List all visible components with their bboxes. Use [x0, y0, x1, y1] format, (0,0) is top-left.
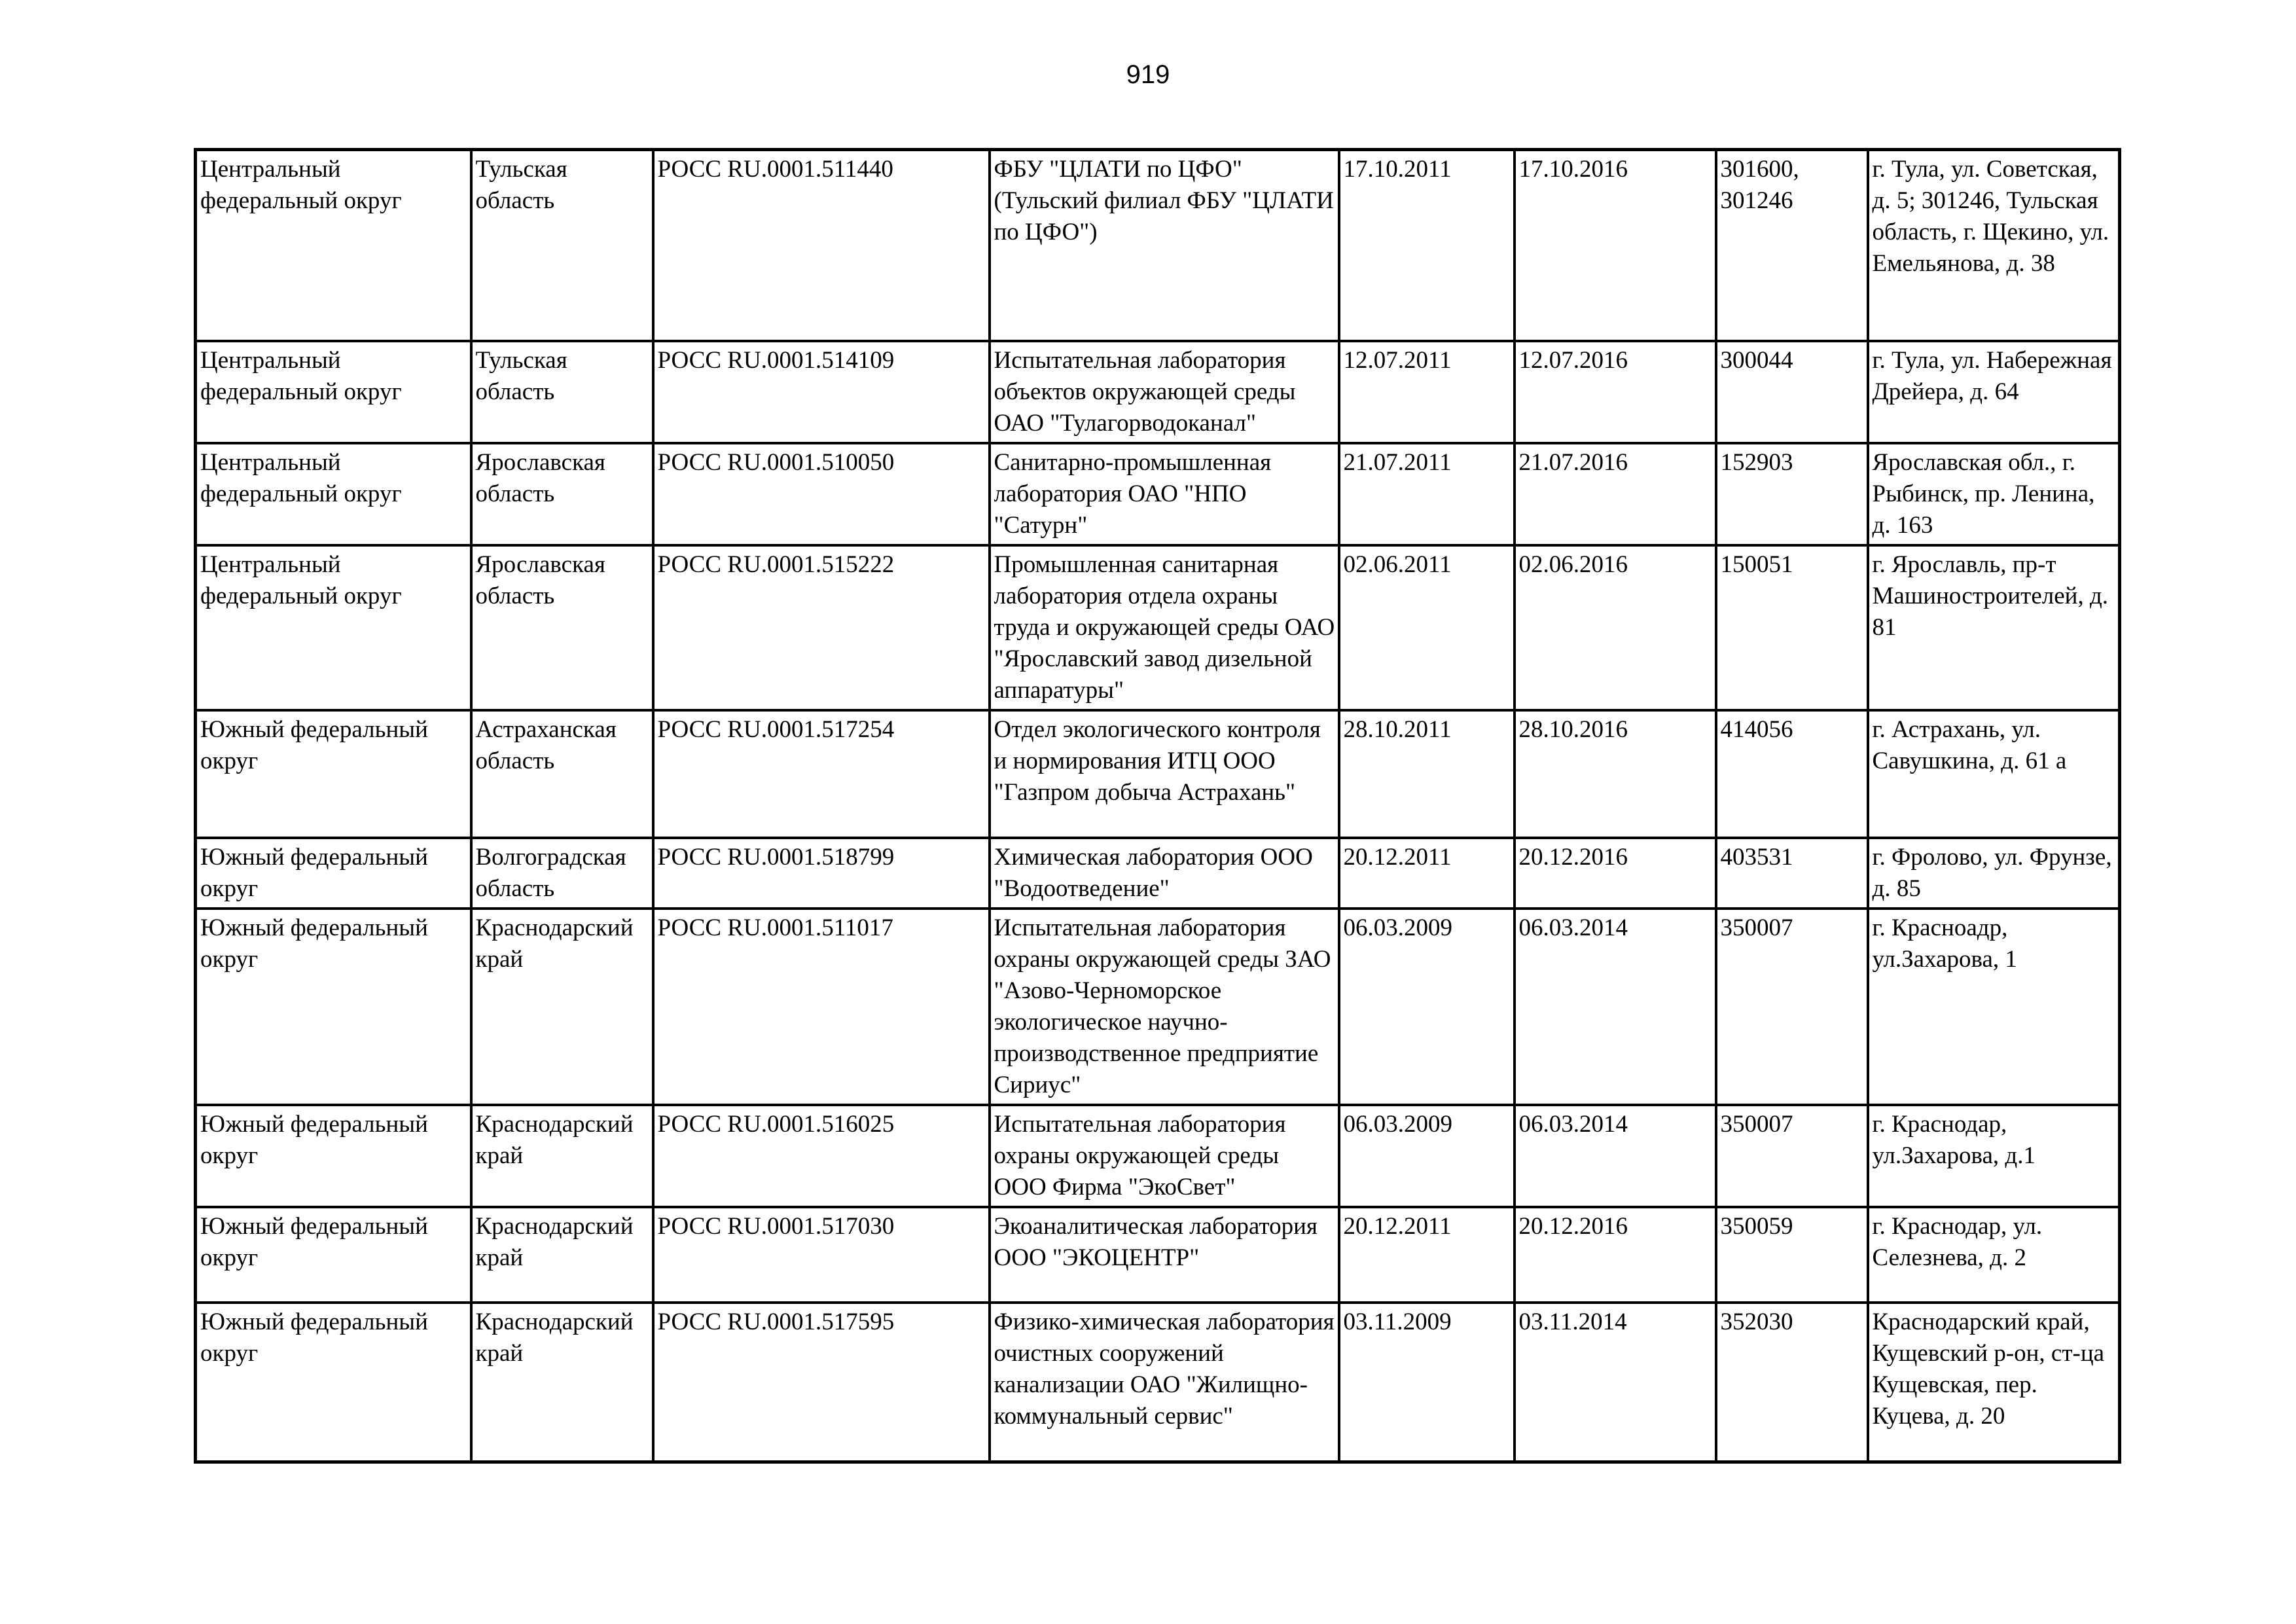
address-cell: г. Краснодар, ул.Захарова, д.1 [1868, 1105, 2120, 1207]
laboratory-name-cell: Химическая лаборатория ООО "Водоотведение" [990, 838, 1339, 909]
address-cell: г. Фролово, ул. Фрунзе, д. 85 [1868, 838, 2120, 909]
certificate-number-cell: РОСС RU.0001.515222 [653, 545, 990, 710]
table-row [196, 710, 2120, 838]
issue-date-cell: 21.07.2011 [1339, 443, 1515, 545]
certificate-number-cell: РОСС RU.0001.516025 [653, 1105, 990, 1207]
postcode-cell: 350007 [1716, 1105, 1868, 1207]
laboratory-name-cell: Испытательная лаборатория охраны окружающей среды ЗАО "Азово-Черноморское экологическое научно-производственное предприятие Сириус" [990, 909, 1339, 1105]
issue-date-cell: 03.11.2009 [1339, 1303, 1515, 1462]
postcode-cell: 301600, 301246 [1716, 150, 1868, 341]
table-row [196, 1303, 2120, 1462]
table-row [196, 150, 2120, 341]
table-row [196, 443, 2120, 545]
laboratory-name-cell: ФБУ "ЦЛАТИ по ЦФО" (Тульский филиал ФБУ "ЦЛАТИ по ЦФО") [990, 150, 1339, 341]
region-cell: Ярославская область [471, 545, 653, 710]
address-cell: Ярославская обл., г. Рыбинск, пр. Ленина, д. 163 [1868, 443, 2120, 545]
district-cell: Южный федеральный округ [196, 710, 471, 838]
region-cell: Ярославская область [471, 443, 653, 545]
table-row [196, 838, 2120, 909]
issue-date-cell: 06.03.2009 [1339, 1105, 1515, 1207]
issue-date-cell: 02.06.2011 [1339, 545, 1515, 710]
table-row [196, 1207, 2120, 1303]
expiry-date-cell: 20.12.2016 [1515, 838, 1716, 909]
laboratory-name-cell: Физико-химическая лаборатория очистных сооружений канализации ОАО "Жилищно-коммунальный сервис" [990, 1303, 1339, 1462]
district-cell: Центральный федеральный округ [196, 443, 471, 545]
region-cell: Краснодарский край [471, 1105, 653, 1207]
certificate-number-cell: РОСС RU.0001.517030 [653, 1207, 990, 1303]
laboratory-name-cell: Испытательная лаборатория охраны окружающей среды ООО Фирма "ЭкоСвет" [990, 1105, 1339, 1207]
expiry-date-cell: 06.03.2014 [1515, 1105, 1716, 1207]
issue-date-cell: 20.12.2011 [1339, 1207, 1515, 1303]
postcode-cell: 350059 [1716, 1207, 1868, 1303]
district-cell: Южный федеральный округ [196, 1105, 471, 1207]
expiry-date-cell: 06.03.2014 [1515, 909, 1716, 1105]
postcode-cell: 300044 [1716, 341, 1868, 443]
issue-date-cell: 20.12.2011 [1339, 838, 1515, 909]
issue-date-cell: 06.03.2009 [1339, 909, 1515, 1105]
region-cell: Тульская область [471, 150, 653, 341]
region-cell: Краснодарский край [471, 909, 653, 1105]
expiry-date-cell: 17.10.2016 [1515, 150, 1716, 341]
table-row [196, 909, 2120, 1105]
issue-date-cell: 12.07.2011 [1339, 341, 1515, 443]
district-cell: Центральный федеральный округ [196, 150, 471, 341]
district-cell: Южный федеральный округ [196, 1207, 471, 1303]
address-cell: г. Тула, ул. Набережная Дрейера, д. 64 [1868, 341, 2120, 443]
expiry-date-cell: 28.10.2016 [1515, 710, 1716, 838]
table-row [196, 1105, 2120, 1207]
laboratory-name-cell: Экоаналитическая лаборатория ООО "ЭКОЦЕНТР" [990, 1207, 1339, 1303]
expiry-date-cell: 03.11.2014 [1515, 1303, 1716, 1462]
certificate-number-cell: РОСС RU.0001.511017 [653, 909, 990, 1105]
laboratory-name-cell: Отдел экологического контроля и нормирования ИТЦ ООО "Газпром добыча Астрахань" [990, 710, 1339, 838]
region-cell: Волгоградская область [471, 838, 653, 909]
laboratory-registry-table [194, 148, 2121, 1464]
postcode-cell: 352030 [1716, 1303, 1868, 1462]
postcode-cell: 152903 [1716, 443, 1868, 545]
page-number: 919 [1126, 60, 1170, 89]
region-cell: Краснодарский край [471, 1207, 653, 1303]
address-cell: г. Тула, ул. Советская, д. 5; 301246, Тульская область, г. Щекино, ул. Емельянова, д. 38 [1868, 150, 2120, 341]
laboratory-name-cell: Санитарно-промышленная лаборатория ОАО "НПО "Сатурн" [990, 443, 1339, 545]
expiry-date-cell: 20.12.2016 [1515, 1207, 1716, 1303]
district-cell: Южный федеральный округ [196, 1303, 471, 1462]
postcode-cell: 350007 [1716, 909, 1868, 1105]
address-cell: Краснодарский край, Кущевский р-он, ст-ца Кущевская, пер. Куцева, д. 20 [1868, 1303, 2120, 1462]
expiry-date-cell: 02.06.2016 [1515, 545, 1716, 710]
certificate-number-cell: РОСС RU.0001.510050 [653, 443, 990, 545]
expiry-date-cell: 21.07.2016 [1515, 443, 1716, 545]
laboratory-name-cell: Испытательная лаборатория объектов окружающей среды ОАО "Тулагорводоканал" [990, 341, 1339, 443]
issue-date-cell: 17.10.2011 [1339, 150, 1515, 341]
certificate-number-cell: РОСС RU.0001.517595 [653, 1303, 990, 1462]
district-cell: Южный федеральный округ [196, 838, 471, 909]
expiry-date-cell: 12.07.2016 [1515, 341, 1716, 443]
district-cell: Центральный федеральный округ [196, 545, 471, 710]
certificate-number-cell: РОСС RU.0001.511440 [653, 150, 990, 341]
laboratory-name-cell: Промышленная санитарная лаборатория отдела охраны труда и окружающей среды ОАО "Ярославский завод дизельной аппаратуры" [990, 545, 1339, 710]
region-cell: Тульская область [471, 341, 653, 443]
postcode-cell: 150051 [1716, 545, 1868, 710]
address-cell: г. Красноадр, ул.Захарова, 1 [1868, 909, 2120, 1105]
district-cell: Центральный федеральный округ [196, 341, 471, 443]
address-cell: г. Краснодар, ул. Селезнева, д. 2 [1868, 1207, 2120, 1303]
table-row [196, 341, 2120, 443]
address-cell: г. Ярославль, пр-т Машиностроителей, д. 81 [1868, 545, 2120, 710]
postcode-cell: 403531 [1716, 838, 1868, 909]
certificate-number-cell: РОСС RU.0001.514109 [653, 341, 990, 443]
postcode-cell: 414056 [1716, 710, 1868, 838]
region-cell: Краснодарский край [471, 1303, 653, 1462]
certificate-number-cell: РОСС RU.0001.518799 [653, 838, 990, 909]
region-cell: Астраханская область [471, 710, 653, 838]
district-cell: Южный федеральный округ [196, 909, 471, 1105]
address-cell: г. Астрахань, ул. Савушкина, д. 61 а [1868, 710, 2120, 838]
table-row [196, 545, 2120, 710]
certificate-number-cell: РОСС RU.0001.517254 [653, 710, 990, 838]
issue-date-cell: 28.10.2011 [1339, 710, 1515, 838]
